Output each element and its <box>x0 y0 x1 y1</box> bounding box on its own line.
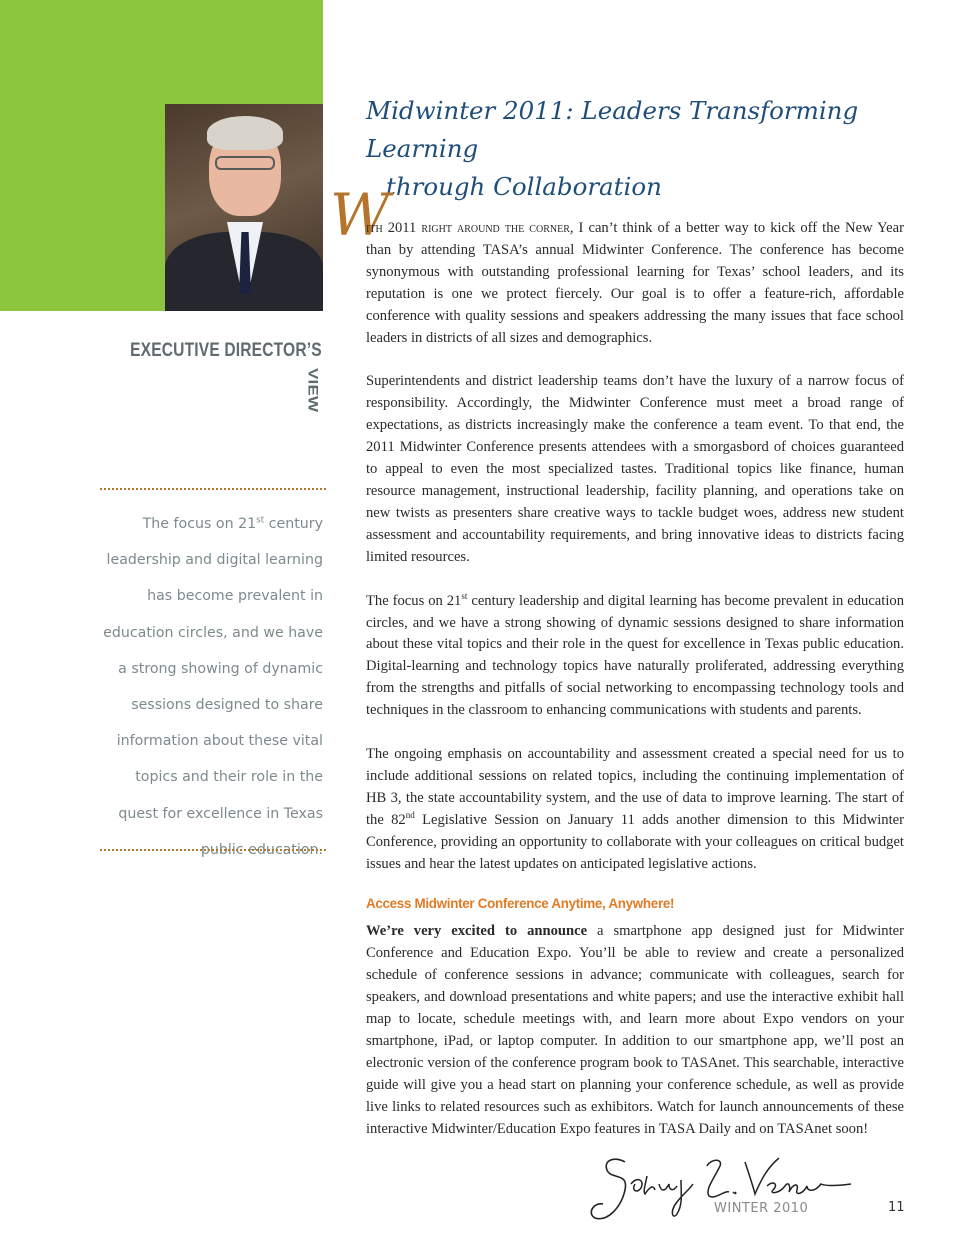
paragraph-3-text-end: century leadership and digital learning has become prevalent in education circles, and we have a strong showing of dynamic sessions designed to share information about these vital topics and their role in the quest for excellence in Texas public education. Digital-learning and technology topics have naturally proliferated, addressing everything from the strengths and pitfalls of social networking to encompassing technology tools and techniques in the classroom to enhancing communications with students and parents. <box>366 592 904 719</box>
pullquote-text-end: century leadership and digital learning has become prevalent in education circles, and we have a strong showing of dynamic sessions designed to share information about these vital topics and their role in the quest for excellence in Texas public education. <box>103 516 323 858</box>
signature-image <box>585 1150 855 1230</box>
paragraph-3-text-start: The focus on 21 <box>366 592 462 609</box>
paragraph-1-text: I can’t think of a better way to kick off the New Year than by attending TASA’s annual Midwinter Conference. The conference has become synonymous with outstanding professional learning for Texas’ school leaders, and its reputation is one we protect fiercely. Our goal is to offer a feature-rich, affordable conference with quality sessions and speakers addressing the many issues that face school leaders in districts of all sizes and demographics. <box>366 220 904 346</box>
paragraph-3-superscript: st <box>461 590 468 601</box>
paragraph-3 <box>366 591 904 722</box>
pullquote-bottom-divider <box>100 849 326 851</box>
paragraph-4-superscript: nd <box>405 809 415 820</box>
pullquote <box>92 506 323 868</box>
portrait-glasses <box>215 156 275 170</box>
paragraph-2: Superintendents and district leadership teams don’t have the luxury of a narrow focus of responsibility. Accordingly, the Midwinter Conference must meet a broad range of expectations, as districts increasingly make the conference a team event. To that end, the 2011 Midwinter Conference presents attendees with a smorgasbord of choices guaranteed to appeal to even the most specialized tastes. Traditional topics like finance, human resource management, instructional leadership, facility planning, and operations take on new twists as presenters share creative ways to tackle budget woes, address new student assessment and accountability requirements, and bring innovative ideas to districts facing limited resources. <box>366 373 904 565</box>
drop-cap: W <box>330 181 390 249</box>
paragraph-4-text-end: Legislative Session on January 11 adds another dimension to this Midwinter Conference, providing an opportunity to collaborate with your colleagues on critical budget issues and hear the latest updates on anticipated legislative actions. <box>366 811 904 872</box>
pullquote-superscript: st <box>256 515 265 526</box>
article-headline <box>366 92 886 206</box>
headline-line2: through Collaboration <box>386 172 662 201</box>
paragraph-4 <box>366 744 904 875</box>
paragraph-5-text: a smartphone app designed just for Midwinter Conference and Education Expo. You’ll be able to review and create a personalized schedule of conference sessions in advance; communicate with colleagues, search for speakers, and download presentations and white papers; and use the interactive exhibit hall map to locate, schedule meetings with, and learn more about Expo vendors on your smartphone, iPad, or laptop computer. In addition to our smartphone app, we’ll post an electronic version of the conference program book to TASAnet. This searchable, interactive guide will give you a head start on planning your conference schedule, as well as provide live links to related resources such as exhibitors. Watch for launch announcements of these interactive Midwinter/Education Expo features in TASA Daily and on TASAnet soon! <box>366 923 905 1137</box>
headline-line1: Midwinter 2011: Leaders Transforming Learning <box>366 96 859 163</box>
section-title <box>130 340 322 413</box>
paragraph-4-text-start: The ongoing emphasis on accountability and assessment created a special need for us to include additional sessions on related topics, including the continuing implementation of HB 3, the state accountability system, and the use of data to improve learning. The start of the 82 <box>366 746 904 828</box>
portrait-hair <box>207 116 283 150</box>
page-number: 11 <box>888 1200 905 1215</box>
director-portrait-photo <box>165 104 323 311</box>
opening-smallcaps: ith 2011 right around the corner, <box>366 220 574 236</box>
pullquote-top-divider <box>100 488 326 490</box>
article-body <box>366 218 904 1163</box>
section-title-line1: EXECUTIVE DIRECTOR’S <box>130 340 322 361</box>
paragraph-5-bold-lead: We’re very excited to announce <box>366 923 588 940</box>
paragraph-5 <box>366 921 904 1140</box>
section-title-line2: VIEW <box>305 368 322 413</box>
issue-label: WINTER 2010 <box>714 1201 809 1216</box>
paragraph-1 <box>366 218 904 349</box>
access-subheading: Access Midwinter Conference Anytime, Anywhere! <box>366 896 675 912</box>
pullquote-text-start: The focus on 21 <box>142 516 257 532</box>
